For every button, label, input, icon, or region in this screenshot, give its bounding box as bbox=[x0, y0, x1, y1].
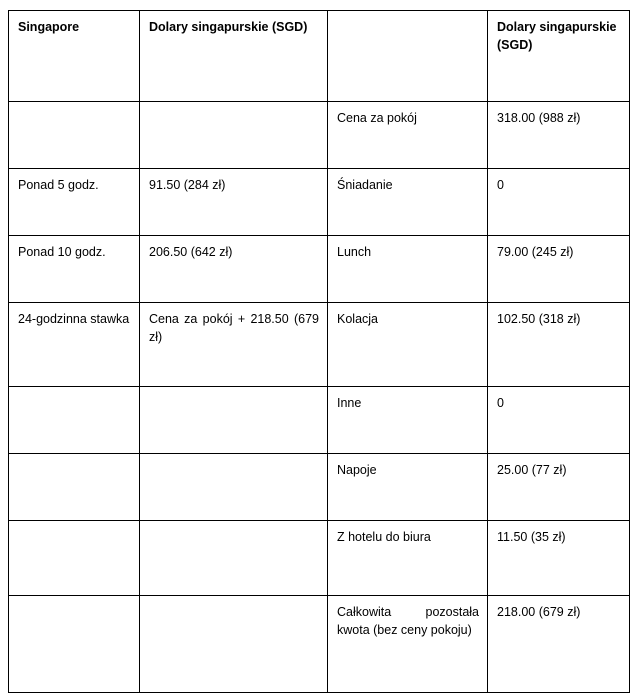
column-header-currency-rates: Dolary singapurskie (SGD) bbox=[140, 11, 328, 102]
cell-expense-item: Z hotelu do biura bbox=[328, 521, 488, 596]
cell-rate bbox=[140, 454, 328, 521]
cell-expense-item: Inne bbox=[328, 387, 488, 454]
column-header-currency-amounts: Dolary singapurskie (SGD) bbox=[488, 11, 630, 102]
per-diem-rates-table bbox=[8, 10, 630, 693]
cell-expense-item: Lunch bbox=[328, 236, 488, 303]
column-header-expense-item bbox=[328, 11, 488, 102]
cell-location: 24-godzinna stawka bbox=[9, 303, 140, 387]
table-header-row bbox=[9, 11, 630, 102]
cell-amount: 0 bbox=[488, 387, 630, 454]
cell-expense-item: Całkowita pozostała kwota (bez ceny pokoju) bbox=[328, 596, 488, 693]
table-row bbox=[9, 454, 630, 521]
cell-amount: 318.00 (988 zł) bbox=[488, 102, 630, 169]
table-row bbox=[9, 596, 630, 693]
cell-rate: 91.50 (284 zł) bbox=[140, 169, 328, 236]
cell-expense-item: Kolacja bbox=[328, 303, 488, 387]
cell-location bbox=[9, 596, 140, 693]
cell-location bbox=[9, 521, 140, 596]
cell-expense-item: Cena za pokój bbox=[328, 102, 488, 169]
table-row bbox=[9, 387, 630, 454]
cell-rate bbox=[140, 387, 328, 454]
cell-amount: 218.00 (679 zł) bbox=[488, 596, 630, 693]
cell-expense-item: Napoje bbox=[328, 454, 488, 521]
cell-amount: 0 bbox=[488, 169, 630, 236]
cell-location: Ponad 10 godz. bbox=[9, 236, 140, 303]
table-row bbox=[9, 303, 630, 387]
cell-rate bbox=[140, 102, 328, 169]
cell-amount: 25.00 (77 zł) bbox=[488, 454, 630, 521]
table-row bbox=[9, 521, 630, 596]
cell-rate: 206.50 (642 zł) bbox=[140, 236, 328, 303]
cell-location: Ponad 5 godz. bbox=[9, 169, 140, 236]
column-header-location: Singapore bbox=[9, 11, 140, 102]
cell-location bbox=[9, 387, 140, 454]
cell-location bbox=[9, 454, 140, 521]
table-row bbox=[9, 169, 630, 236]
cell-amount: 102.50 (318 zł) bbox=[488, 303, 630, 387]
cell-location bbox=[9, 102, 140, 169]
cell-amount: 11.50 (35 zł) bbox=[488, 521, 630, 596]
cell-amount: 79.00 (245 zł) bbox=[488, 236, 630, 303]
cell-rate: Cena za pokój + 218.50 (679 zł) bbox=[140, 303, 328, 387]
cell-rate bbox=[140, 521, 328, 596]
cell-expense-item: Śniadanie bbox=[328, 169, 488, 236]
cell-rate bbox=[140, 596, 328, 693]
table-row bbox=[9, 236, 630, 303]
table-row bbox=[9, 102, 630, 169]
